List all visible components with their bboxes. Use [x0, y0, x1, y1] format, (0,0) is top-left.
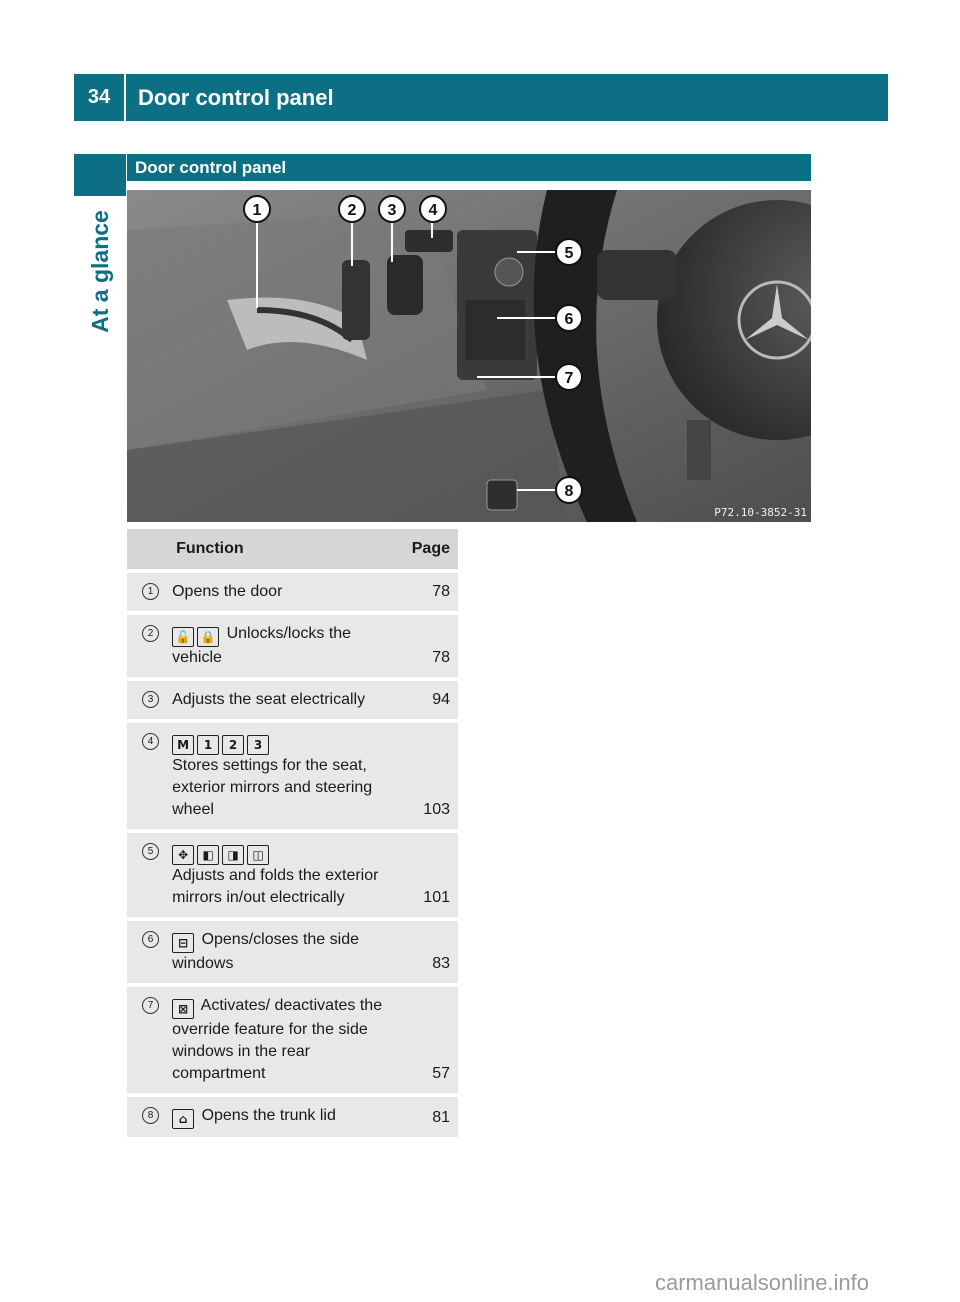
- row-number-badge: 8: [142, 1107, 159, 1124]
- row-page: 83: [396, 919, 458, 985]
- callout-8: [556, 477, 582, 503]
- table-row: [127, 679, 458, 721]
- row-page: 81: [396, 1095, 458, 1137]
- row-number: [127, 721, 168, 831]
- row-function-text: Adjusts and folds the exterior mirrors in/out electrically: [172, 867, 379, 906]
- callout-4-label: 4: [428, 202, 438, 219]
- memory-2-icon: 2: [222, 735, 244, 755]
- header-page: Page: [396, 529, 458, 571]
- row-number: [127, 831, 168, 919]
- row-function: [168, 679, 396, 721]
- table-body: [127, 571, 458, 1137]
- mirror-left-icon: ◧: [197, 845, 219, 865]
- side-tab: [76, 196, 124, 346]
- row-symbols: [172, 997, 197, 1014]
- table-row: [127, 919, 458, 985]
- memory-m-icon: M: [172, 735, 194, 755]
- table-row: [127, 831, 458, 919]
- unlock-icon: 🔓: [172, 627, 194, 647]
- row-number-badge: 1: [142, 583, 159, 600]
- trunk-icon: ⌂: [172, 1109, 194, 1129]
- callout-6-label: 6: [564, 311, 574, 328]
- door-panel-illustration: [127, 190, 811, 522]
- row-function-text: Stores settings for the seat, exterior mirrors and steering wheel: [172, 757, 373, 818]
- door-panel-photo: [127, 190, 811, 522]
- row-symbols: [172, 625, 222, 642]
- row-function: [168, 1095, 396, 1137]
- callout-2: [339, 196, 365, 222]
- row-page: 57: [396, 985, 458, 1095]
- row-function-text: Opens the door: [172, 583, 283, 600]
- row-page: 94: [396, 679, 458, 721]
- row-function: [168, 831, 396, 919]
- side-tab-block: [74, 154, 126, 196]
- row-number-badge: 7: [142, 997, 159, 1014]
- table-row: [127, 613, 458, 679]
- callout-1-label: 1: [252, 202, 262, 219]
- window-icon: ⊟: [172, 933, 194, 953]
- callout-3: [379, 196, 405, 222]
- table-row: [127, 1095, 458, 1137]
- row-number-badge: 4: [142, 733, 159, 750]
- callout-7-label: 7: [564, 370, 574, 387]
- callout-2-label: 2: [347, 202, 357, 219]
- mirror-fold-icon: ◫: [247, 845, 269, 865]
- row-function: [168, 985, 396, 1095]
- callout-5: [556, 239, 582, 265]
- page-header: [74, 74, 888, 121]
- row-number: [127, 1095, 168, 1137]
- row-page: 103: [396, 721, 458, 831]
- row-number-badge: 5: [142, 843, 159, 860]
- callout-3-label: 3: [387, 202, 397, 219]
- row-number-badge: 3: [142, 691, 159, 708]
- row-function: [168, 721, 396, 831]
- row-number: [127, 571, 168, 613]
- window-override-icon: ⊠: [172, 999, 194, 1019]
- header-function: Function: [168, 529, 396, 571]
- section-title: Door control panel: [127, 154, 811, 181]
- row-page: 78: [396, 613, 458, 679]
- footer-watermark: carmanualsonline.info: [655, 1270, 870, 1295]
- row-number: [127, 919, 168, 985]
- function-table: [127, 529, 458, 1137]
- chapter-title: Door control panel: [138, 84, 334, 110]
- row-number: [127, 679, 168, 721]
- row-symbols: [172, 733, 272, 750]
- row-symbols: [172, 931, 197, 948]
- memory-1-icon: 1: [197, 735, 219, 755]
- row-function-text: Activates/ deactivates the override feature for the side windows in the rear compartment: [172, 997, 383, 1082]
- row-number: [127, 985, 168, 1095]
- side-tab-label: At a glance: [86, 209, 113, 333]
- mirror-right-icon: ◨: [222, 845, 244, 865]
- row-number-badge: 2: [142, 625, 159, 642]
- memory-3-icon: 3: [247, 735, 269, 755]
- row-function-text: Opens the trunk lid: [201, 1107, 336, 1124]
- callout-4: [420, 196, 446, 222]
- table-row: [127, 985, 458, 1095]
- row-page: 78: [396, 571, 458, 613]
- callout-8-label: 8: [564, 483, 574, 500]
- row-function-text: Opens/closes the side windows: [172, 931, 359, 972]
- table-row: [127, 721, 458, 831]
- row-function: [168, 919, 396, 985]
- callout-5-label: 5: [564, 245, 574, 262]
- row-symbols: [172, 1107, 197, 1124]
- row-number-badge: 6: [142, 931, 159, 948]
- row-page: 101: [396, 831, 458, 919]
- mirror-adjust-icon: ✥: [172, 845, 194, 865]
- row-function-text: Unlocks/locks the vehicle: [172, 625, 352, 666]
- callout-1: [244, 196, 270, 222]
- row-function: [168, 571, 396, 613]
- header-blank: [127, 529, 168, 571]
- callout-7: [556, 364, 582, 390]
- callout-6: [556, 305, 582, 331]
- table-header-row: [127, 529, 458, 571]
- table-row: [127, 571, 458, 613]
- row-function-text: Adjusts the seat electrically: [172, 691, 366, 708]
- row-number: [127, 613, 168, 679]
- page-number: 34: [74, 74, 126, 121]
- row-function: [168, 613, 396, 679]
- photo-reference: P72.10-3852-31: [714, 506, 807, 519]
- lock-icon: 🔒: [197, 627, 219, 647]
- row-symbols: [172, 843, 272, 860]
